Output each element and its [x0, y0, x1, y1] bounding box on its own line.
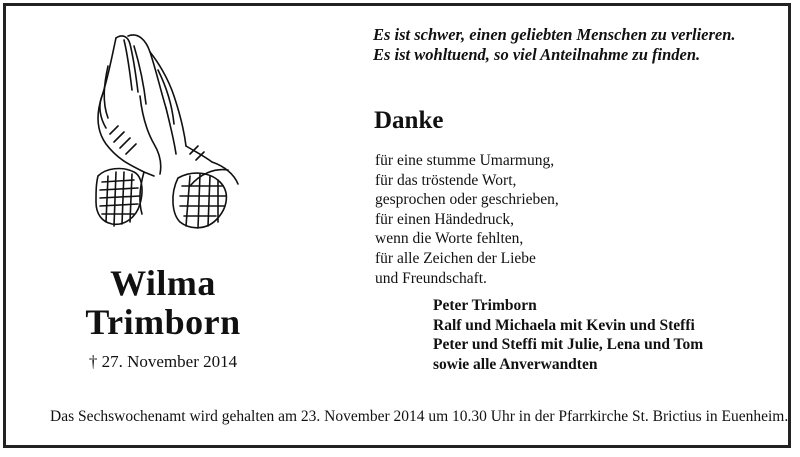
deceased-last-name: Trimborn [85, 302, 241, 342]
signatory: Peter und Steffi mit Julie, Lena und Tom [433, 336, 704, 354]
poem-line: wenn die Worte fehlten, [375, 230, 524, 248]
signatories [433, 296, 793, 374]
poem-line: für einen Händedruck, [375, 210, 515, 228]
poem-line: und Freundschaft. [375, 269, 487, 287]
poem-line: gesprochen oder geschrieben, [375, 191, 559, 209]
deceased-name [54, 264, 272, 342]
deceased-first-name: Wilma [110, 263, 216, 303]
signatory: Peter Trimborn [433, 297, 537, 314]
obituary-card [3, 3, 791, 448]
poem-line: für alle Zeichen der Liebe [375, 249, 536, 267]
death-date: † 27. November 2014 [88, 352, 238, 371]
poem-line: für das tröstende Wort, [375, 171, 517, 189]
signatory: sowie alle Anverwandten [433, 355, 598, 373]
signatory: Ralf und Michaela mit Kevin und Steffi [433, 316, 695, 334]
quote-line: Es ist schwer, einen geliebten Menschen zu verlieren. [373, 25, 736, 44]
thanks-poem [375, 151, 755, 288]
poem-line: für eine stumme Umarmung, [375, 152, 555, 169]
praying-hands-icon [88, 26, 250, 236]
quote-line: Es ist wohltuend, so viel Anteilnahme zu finden. [373, 45, 701, 64]
thanks-heading: Danke [374, 107, 444, 134]
quote [373, 25, 783, 65]
memorial-service-notice: Das Sechswochenamt wird gehalten am 23. November 2014 um 10.30 Uhr in der Pfarrkirche St. Brictius in Euenheim. [50, 408, 789, 425]
